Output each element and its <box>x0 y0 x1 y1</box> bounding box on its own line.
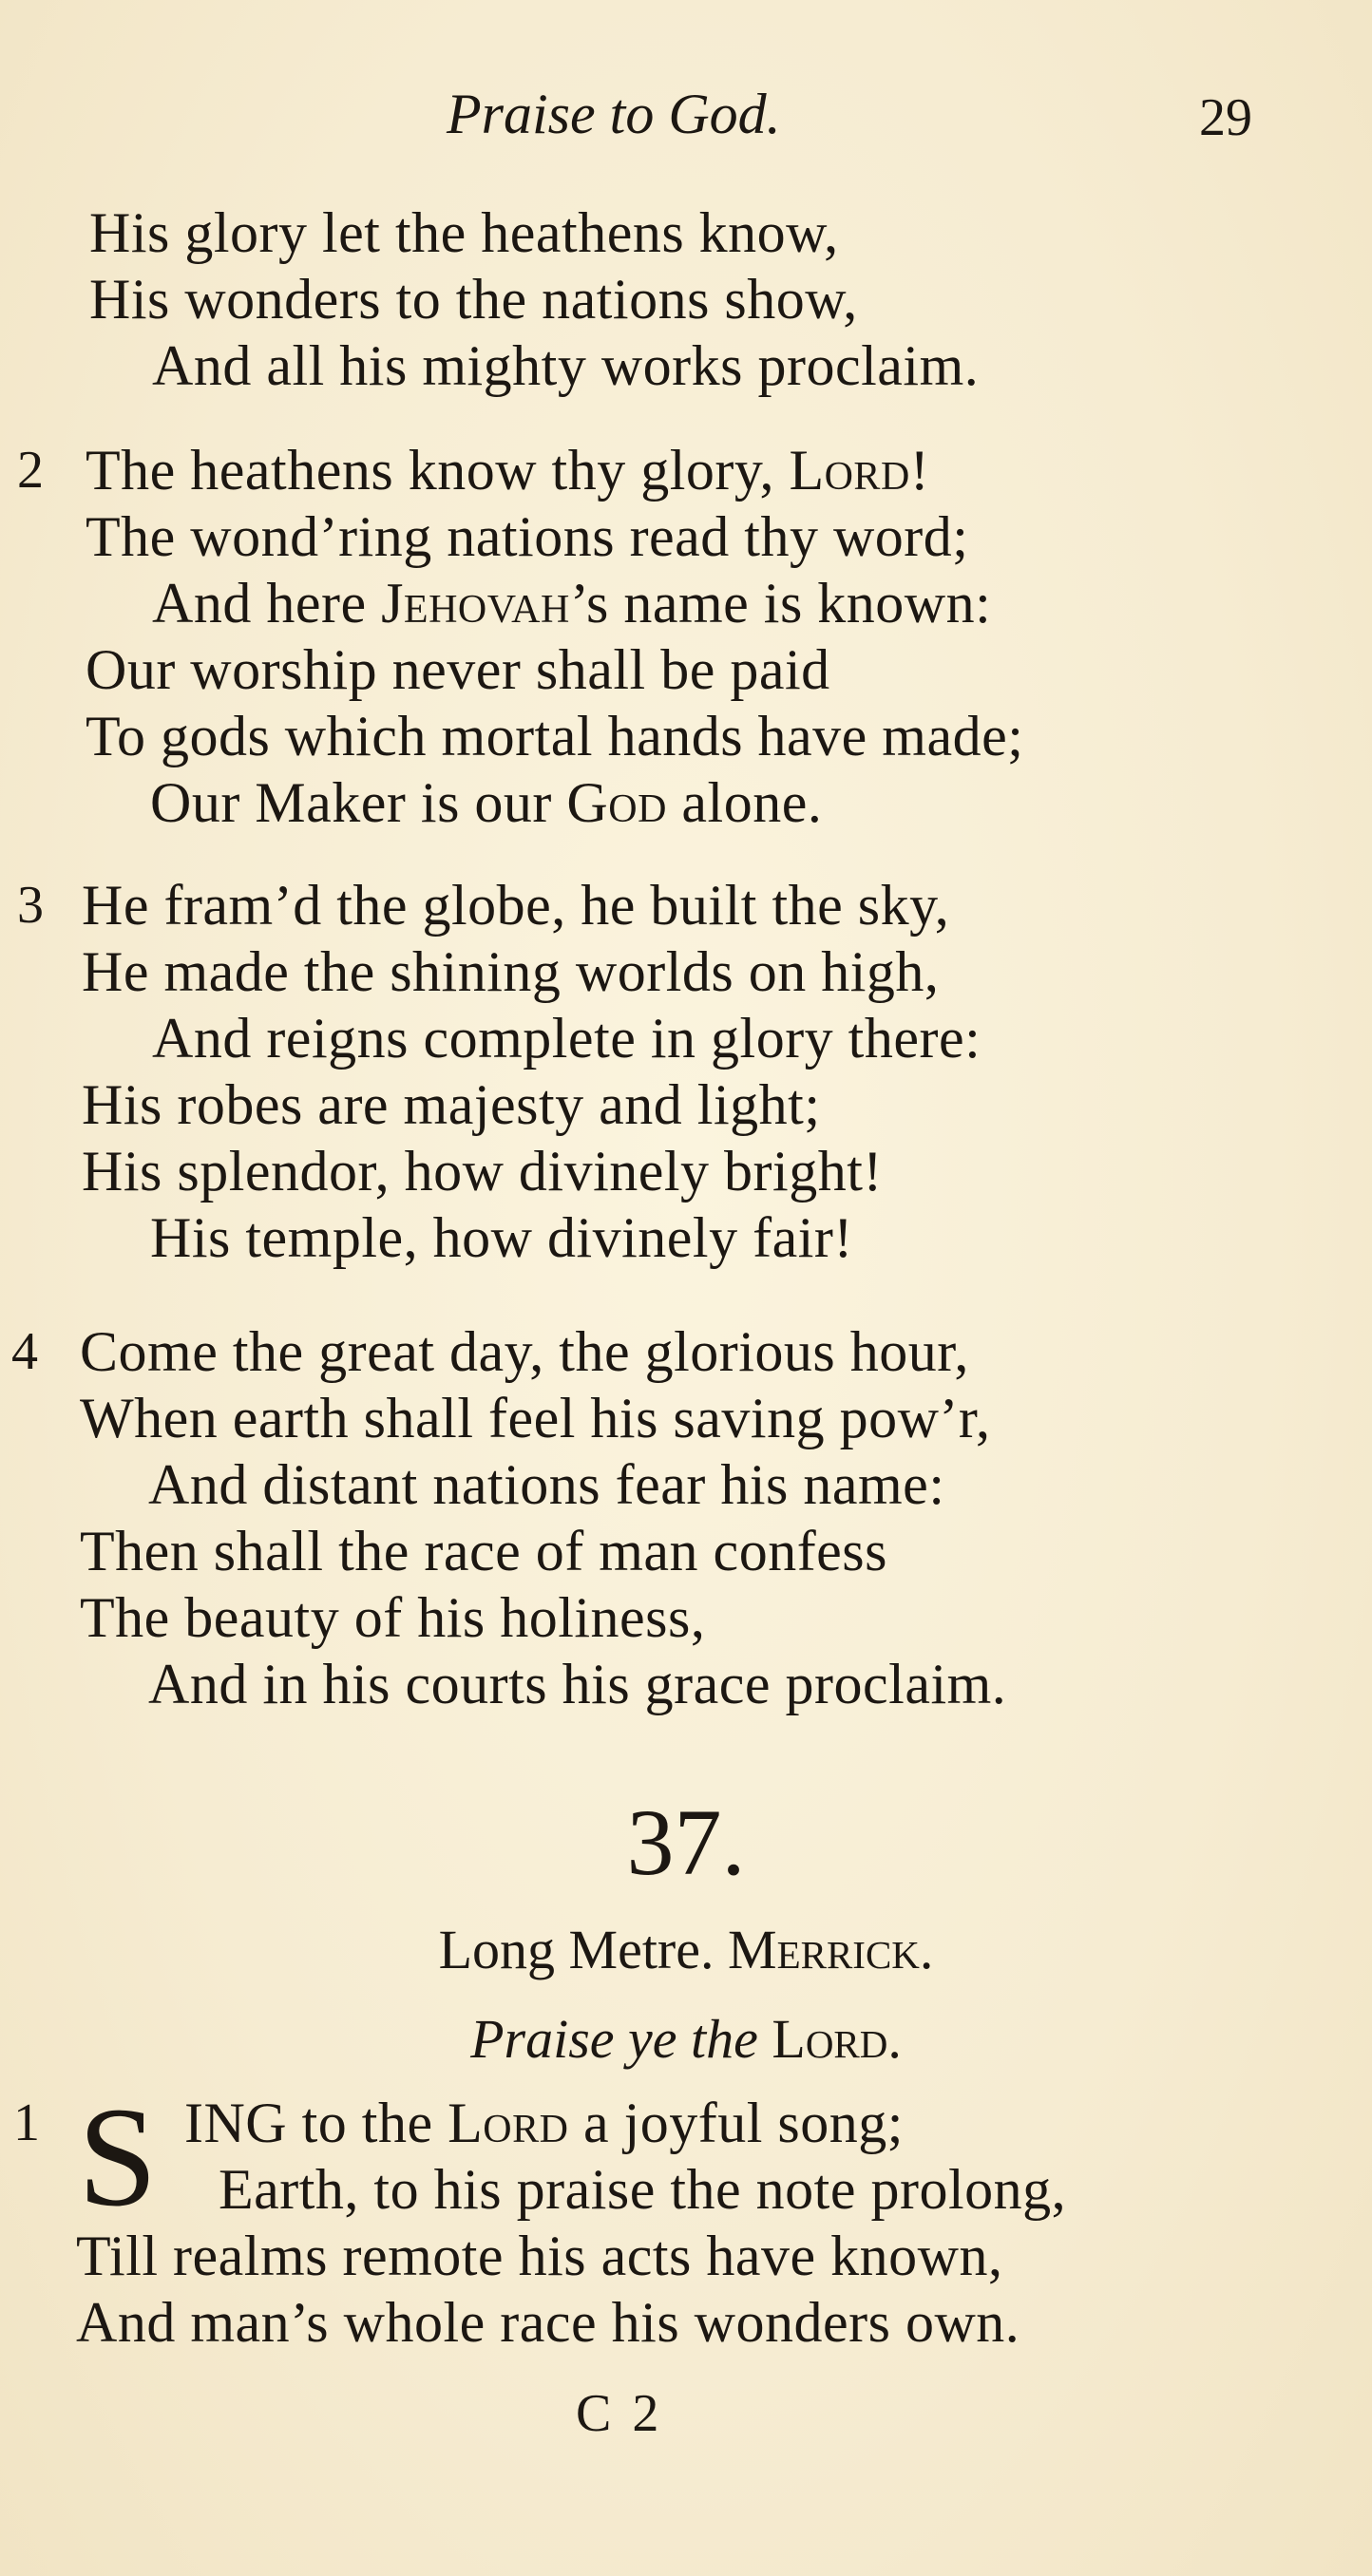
hymn-number: 37. <box>626 1790 746 1895</box>
verse-line: Come the great day, the glorious hour, <box>80 1320 969 1383</box>
verse-line: To gods which mortal hands have made; <box>86 705 1024 767</box>
verse-line: When earth shall feel his saving pow’r, <box>80 1387 991 1449</box>
verse-line: His temple, how divinely fair! <box>150 1206 853 1269</box>
verse-number: 3 <box>17 876 44 935</box>
hymn-subtitle: Praise ye the Lord. <box>470 2008 902 2070</box>
verse-line: The wond’ring nations read thy word; <box>86 505 969 568</box>
verse-line: Our Maker is our God alone. <box>150 771 823 834</box>
verse-line: The beauty of his holiness, <box>80 1586 706 1649</box>
verse-line: His splendor, how divinely bright! <box>82 1140 883 1203</box>
verse-line: And distant nations fear his name: <box>148 1453 945 1516</box>
verse-line: ING to the Lord a joyful song; <box>184 2092 904 2154</box>
verse-number: 4 <box>11 1322 38 1381</box>
verse-line: And here Jehovah’s name is known: <box>152 572 992 635</box>
verse-line: And man’s whole race his wonders own. <box>76 2291 1020 2354</box>
verse-line: And in his courts his grace proclaim. <box>148 1653 1007 1715</box>
verse-line: And reigns complete in glory there: <box>152 1007 981 1070</box>
verse-line: His robes are majesty and light; <box>82 1073 821 1136</box>
verse-line: And all his mighty works proclaim. <box>152 334 980 397</box>
verse-line: He made the shining worlds on high, <box>82 940 940 1003</box>
verse-number: 1 <box>13 2093 40 2152</box>
running-title: Praise to God. <box>447 83 781 145</box>
verse-line: The heathens know thy glory, Lord! <box>86 439 930 502</box>
verse-line: Our worship never shall be paid <box>86 638 830 701</box>
verse-line: He fram’d the globe, he built the sky, <box>82 874 950 937</box>
page-number: 29 <box>1199 88 1252 147</box>
verse-line: Till realms remote his acts have known, <box>76 2225 1003 2287</box>
verse-line: His wonders to the nations show, <box>89 268 858 331</box>
verse-number: 2 <box>17 441 44 500</box>
hymn-meter: Long Metre. Merrick. <box>438 1919 934 1980</box>
verse-line: Earth, to his praise the note prolong, <box>219 2158 1067 2221</box>
signature-mark: C 2 <box>576 2384 663 2443</box>
drop-cap: S <box>78 2078 158 2236</box>
verse-line: His glory let the heathens know, <box>89 201 839 264</box>
verse-line: Then shall the race of man confess <box>80 1520 887 1582</box>
